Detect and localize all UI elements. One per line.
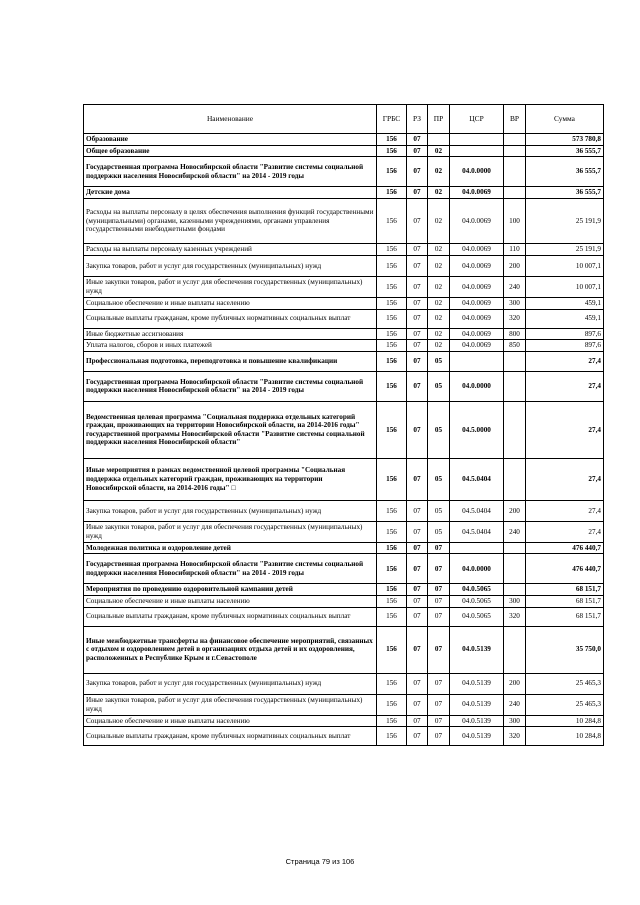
table-row (84, 694, 604, 715)
cell-sum: 27,4 (526, 500, 604, 521)
cell-vr: 240 (504, 276, 526, 297)
cell-rz: 07 (407, 542, 428, 554)
table-row (84, 187, 604, 199)
cell-csr: 04.0.5065 (450, 596, 504, 608)
cell-pr: 07 (428, 626, 450, 673)
table-row (84, 351, 604, 371)
cell-csr: 04.0.0069 (450, 328, 504, 340)
cell-grbs: 156 (377, 145, 407, 157)
table-row (84, 401, 604, 458)
cell-grbs: 156 (377, 715, 407, 727)
table-row (84, 297, 604, 309)
cell-vr: 320 (504, 727, 526, 746)
cell-sum: 10 007,1 (526, 255, 604, 276)
cell-vr: 800 (504, 328, 526, 340)
cell-rz: 07 (407, 309, 428, 328)
cell-vr (504, 584, 526, 596)
header-name: Наименование (84, 105, 377, 134)
cell-sum: 68 151,7 (526, 596, 604, 608)
cell-csr (450, 351, 504, 371)
table-row (84, 500, 604, 521)
cell-vr (504, 351, 526, 371)
cell-sum: 459,1 (526, 297, 604, 309)
cell-pr: 02 (428, 328, 450, 340)
cell-vr (504, 554, 526, 584)
cell-grbs: 156 (377, 276, 407, 297)
cell-rz: 07 (407, 584, 428, 596)
cell-pr: 02 (428, 187, 450, 199)
table-body (84, 134, 604, 746)
cell-sum: 68 151,7 (526, 607, 604, 626)
table-row (84, 243, 604, 255)
cell-sum: 27,4 (526, 371, 604, 401)
cell-name: Закупка товаров, работ и услуг для государственных (муниципальных) нужд (84, 673, 377, 694)
cell-csr (450, 134, 504, 146)
cell-grbs: 156 (377, 554, 407, 584)
cell-pr: 07 (428, 715, 450, 727)
table-row (84, 458, 604, 500)
cell-pr: 02 (428, 309, 450, 328)
cell-pr: 02 (428, 340, 450, 352)
cell-csr: 04.5.0000 (450, 401, 504, 458)
table-row (84, 727, 604, 746)
table-row (84, 255, 604, 276)
cell-name: Государственная программа Новосибирской области "Развитие системы социальной поддержки населения Новосибирской области" на 2014 - 2019 годы (84, 554, 377, 584)
cell-vr (504, 626, 526, 673)
cell-name: Профессиональная подготовка, переподготовка и повышение квалификации (84, 351, 377, 371)
cell-grbs: 156 (377, 371, 407, 401)
cell-rz: 07 (407, 607, 428, 626)
cell-name: Молодежная политика и оздоровление детей (84, 542, 377, 554)
cell-name: Ведомственная целевая программа "Социальная поддержка отдельных категорий граждан, проживающих на территории Новосибирской области, на 2014-2016 годы" государственной программы Новосибирской области "Развитие системы социальной поддержки населения Новосибирской области" (84, 401, 377, 458)
table-row (84, 145, 604, 157)
cell-pr: 05 (428, 351, 450, 371)
cell-vr: 200 (504, 255, 526, 276)
cell-pr: 07 (428, 673, 450, 694)
cell-pr: 02 (428, 255, 450, 276)
cell-rz: 07 (407, 157, 428, 187)
cell-csr: 04.0.5139 (450, 694, 504, 715)
table-row (84, 607, 604, 626)
cell-grbs: 156 (377, 328, 407, 340)
cell-grbs: 156 (377, 596, 407, 608)
cell-rz: 07 (407, 328, 428, 340)
cell-sum: 25 191,9 (526, 243, 604, 255)
cell-sum: 10 284,8 (526, 715, 604, 727)
table-header-row (84, 105, 604, 134)
cell-rz: 07 (407, 626, 428, 673)
table-row (84, 328, 604, 340)
cell-pr: 02 (428, 198, 450, 243)
cell-name: Государственная программа Новосибирской области "Развитие системы социальной поддержки населения Новосибирской области" на 2014 - 2019 годы (84, 157, 377, 187)
cell-csr (450, 145, 504, 157)
cell-pr: 07 (428, 694, 450, 715)
cell-csr: 04.5.0404 (450, 458, 504, 500)
table-row (84, 276, 604, 297)
cell-csr: 04.0.0069 (450, 297, 504, 309)
cell-csr: 04.0.5065 (450, 584, 504, 596)
cell-rz: 07 (407, 255, 428, 276)
cell-sum: 25 191,9 (526, 198, 604, 243)
cell-name: Социальные выплаты гражданам, кроме публичных нормативных социальных выплат (84, 607, 377, 626)
cell-rz: 07 (407, 371, 428, 401)
cell-rz: 07 (407, 727, 428, 746)
cell-pr: 07 (428, 607, 450, 626)
cell-grbs: 156 (377, 673, 407, 694)
cell-rz: 07 (407, 145, 428, 157)
cell-name: Иные закупки товаров, работ и услуг для обеспечения государственных (муниципальных) нужд (84, 694, 377, 715)
table-row (84, 309, 604, 328)
cell-rz: 07 (407, 596, 428, 608)
cell-rz: 07 (407, 521, 428, 542)
cell-csr: 04.0.0069 (450, 309, 504, 328)
cell-vr: 200 (504, 673, 526, 694)
cell-pr: 02 (428, 145, 450, 157)
cell-name: Расходы на выплаты персоналу в целях обеспечения выполнения функций государственными (муниципальными) органами, казенными учреждениями, органами управления государственными внебюджетными фондами (84, 198, 377, 243)
cell-sum: 10 007,1 (526, 276, 604, 297)
cell-grbs: 156 (377, 134, 407, 146)
cell-sum: 27,4 (526, 351, 604, 371)
cell-name: Социальное обеспечение и иные выплаты населению (84, 715, 377, 727)
cell-grbs: 156 (377, 500, 407, 521)
header-csr: ЦСР (450, 105, 504, 134)
cell-csr: 04.0.0069 (450, 243, 504, 255)
cell-rz: 07 (407, 458, 428, 500)
cell-pr: 07 (428, 584, 450, 596)
cell-csr (450, 542, 504, 554)
cell-sum: 476 440,7 (526, 554, 604, 584)
cell-vr: 320 (504, 607, 526, 626)
cell-grbs: 156 (377, 198, 407, 243)
table-row (84, 542, 604, 554)
cell-name: Иные бюджетные ассигнования (84, 328, 377, 340)
table-row (84, 340, 604, 352)
cell-csr: 04.0.5139 (450, 626, 504, 673)
cell-sum: 25 465,3 (526, 694, 604, 715)
cell-csr: 04.0.0069 (450, 187, 504, 199)
cell-name: Детские дома (84, 187, 377, 199)
table-row (84, 715, 604, 727)
cell-sum: 10 284,8 (526, 727, 604, 746)
cell-name: Социальные выплаты гражданам, кроме публичных нормативных социальных выплат (84, 309, 377, 328)
cell-csr: 04.0.0000 (450, 157, 504, 187)
cell-grbs: 156 (377, 351, 407, 371)
cell-vr (504, 145, 526, 157)
cell-name: Общее образование (84, 145, 377, 157)
cell-grbs: 156 (377, 187, 407, 199)
cell-name: Образование (84, 134, 377, 146)
cell-csr: 04.0.5139 (450, 673, 504, 694)
cell-name: Закупка товаров, работ и услуг для государственных (муниципальных) нужд (84, 500, 377, 521)
cell-rz: 07 (407, 351, 428, 371)
cell-csr: 04.5.0404 (450, 521, 504, 542)
cell-grbs: 156 (377, 521, 407, 542)
cell-vr: 300 (504, 715, 526, 727)
cell-sum: 459,1 (526, 309, 604, 328)
cell-csr: 04.0.5139 (450, 715, 504, 727)
cell-vr (504, 401, 526, 458)
header-sum: Сумма (526, 105, 604, 134)
cell-name: Социальные выплаты гражданам, кроме публичных нормативных социальных выплат (84, 727, 377, 746)
cell-rz: 07 (407, 673, 428, 694)
cell-csr: 04.0.0000 (450, 371, 504, 401)
cell-sum: 27,4 (526, 401, 604, 458)
cell-vr: 850 (504, 340, 526, 352)
cell-name: Иные закупки товаров, работ и услуг для обеспечения государственных (муниципальных) нужд (84, 521, 377, 542)
cell-pr: 05 (428, 401, 450, 458)
cell-vr (504, 371, 526, 401)
cell-vr: 110 (504, 243, 526, 255)
cell-vr (504, 187, 526, 199)
cell-grbs: 156 (377, 401, 407, 458)
cell-sum: 68 151,7 (526, 584, 604, 596)
cell-rz: 07 (407, 401, 428, 458)
cell-grbs: 156 (377, 584, 407, 596)
cell-csr: 04.0.0069 (450, 276, 504, 297)
cell-pr (428, 134, 450, 146)
cell-vr: 300 (504, 297, 526, 309)
cell-csr: 04.0.0069 (450, 198, 504, 243)
cell-name: Социальное обеспечение и иные выплаты населению (84, 297, 377, 309)
cell-vr (504, 458, 526, 500)
cell-grbs: 156 (377, 542, 407, 554)
cell-csr: 04.0.5139 (450, 727, 504, 746)
cell-grbs: 156 (377, 297, 407, 309)
cell-pr: 07 (428, 596, 450, 608)
cell-sum: 573 780,8 (526, 134, 604, 146)
table-row (84, 673, 604, 694)
cell-grbs: 156 (377, 243, 407, 255)
cell-csr: 04.0.0069 (450, 340, 504, 352)
cell-pr: 07 (428, 554, 450, 584)
table-row (84, 554, 604, 584)
cell-vr (504, 134, 526, 146)
cell-csr: 04.0.5065 (450, 607, 504, 626)
cell-sum: 25 465,3 (526, 673, 604, 694)
cell-sum: 27,4 (526, 521, 604, 542)
cell-pr: 02 (428, 157, 450, 187)
cell-pr: 05 (428, 371, 450, 401)
cell-vr: 200 (504, 500, 526, 521)
budget-table (83, 104, 604, 746)
cell-vr: 240 (504, 521, 526, 542)
cell-rz: 07 (407, 715, 428, 727)
table-row (84, 371, 604, 401)
cell-pr: 07 (428, 542, 450, 554)
cell-rz: 07 (407, 297, 428, 309)
cell-vr (504, 157, 526, 187)
cell-name: Уплата налогов, сборов и иных платежей (84, 340, 377, 352)
cell-pr: 02 (428, 276, 450, 297)
cell-name: Иные мероприятия в рамках ведомственной целевой программы "Социальная поддержка отдельных категорий граждан, проживающих на территории Новосибирской области, на 2014-2016 годы" □ (84, 458, 377, 500)
header-pr: ПР (428, 105, 450, 134)
cell-rz: 07 (407, 187, 428, 199)
cell-rz: 07 (407, 134, 428, 146)
header-rz: РЗ (407, 105, 428, 134)
cell-rz: 07 (407, 276, 428, 297)
cell-csr: 04.0.0069 (450, 255, 504, 276)
cell-grbs: 156 (377, 727, 407, 746)
cell-name: Мероприятия по проведению оздоровительной кампании детей (84, 584, 377, 596)
cell-sum: 35 750,0 (526, 626, 604, 673)
cell-rz: 07 (407, 198, 428, 243)
header-vr: ВР (504, 105, 526, 134)
cell-csr: 04.5.0404 (450, 500, 504, 521)
cell-sum: 476 440,7 (526, 542, 604, 554)
cell-csr: 04.0.0000 (450, 554, 504, 584)
cell-vr: 320 (504, 309, 526, 328)
cell-rz: 07 (407, 554, 428, 584)
cell-name: Социальное обеспечение и иные выплаты населению (84, 596, 377, 608)
cell-vr: 100 (504, 198, 526, 243)
cell-pr: 07 (428, 727, 450, 746)
table-row (84, 596, 604, 608)
cell-name: Закупка товаров, работ и услуг для государственных (муниципальных) нужд (84, 255, 377, 276)
cell-grbs: 156 (377, 607, 407, 626)
cell-grbs: 156 (377, 340, 407, 352)
cell-vr: 240 (504, 694, 526, 715)
cell-grbs: 156 (377, 309, 407, 328)
cell-pr: 02 (428, 243, 450, 255)
cell-rz: 07 (407, 694, 428, 715)
cell-pr: 02 (428, 297, 450, 309)
cell-grbs: 156 (377, 458, 407, 500)
cell-pr: 05 (428, 500, 450, 521)
cell-grbs: 156 (377, 157, 407, 187)
cell-sum: 36 555,7 (526, 187, 604, 199)
cell-sum: 897,6 (526, 340, 604, 352)
cell-vr (504, 542, 526, 554)
cell-rz: 07 (407, 340, 428, 352)
table-row (84, 198, 604, 243)
cell-name: Иные межбюджетные трансферты на финансовое обеспечение мероприятий, связанных с отдыхом и оздоровлением детей в организациях отдыха детей и их оздоровления, расположенных в Республике Крым и г.Севастополе (84, 626, 377, 673)
page-number: Страница 79 из 106 (285, 857, 355, 866)
cell-vr: 300 (504, 596, 526, 608)
cell-pr: 05 (428, 521, 450, 542)
cell-name: Иные закупки товаров, работ и услуг для обеспечения государственных (муниципальных) нужд (84, 276, 377, 297)
table-row (84, 134, 604, 146)
cell-grbs: 156 (377, 255, 407, 276)
table-row (84, 157, 604, 187)
table-row (84, 626, 604, 673)
header-grbs: ГРБС (377, 105, 407, 134)
cell-name: Расходы на выплаты персоналу казенных учреждений (84, 243, 377, 255)
table-row (84, 584, 604, 596)
cell-name: Государственная программа Новосибирской области "Развитие системы социальной поддержки населения Новосибирской области" на 2014 - 2019 годы (84, 371, 377, 401)
cell-sum: 27,4 (526, 458, 604, 500)
cell-sum: 36 555,7 (526, 157, 604, 187)
cell-rz: 07 (407, 500, 428, 521)
cell-grbs: 156 (377, 694, 407, 715)
table-row (84, 521, 604, 542)
cell-rz: 07 (407, 243, 428, 255)
cell-sum: 36 555,7 (526, 145, 604, 157)
cell-grbs: 156 (377, 626, 407, 673)
cell-sum: 897,6 (526, 328, 604, 340)
cell-pr: 05 (428, 458, 450, 500)
